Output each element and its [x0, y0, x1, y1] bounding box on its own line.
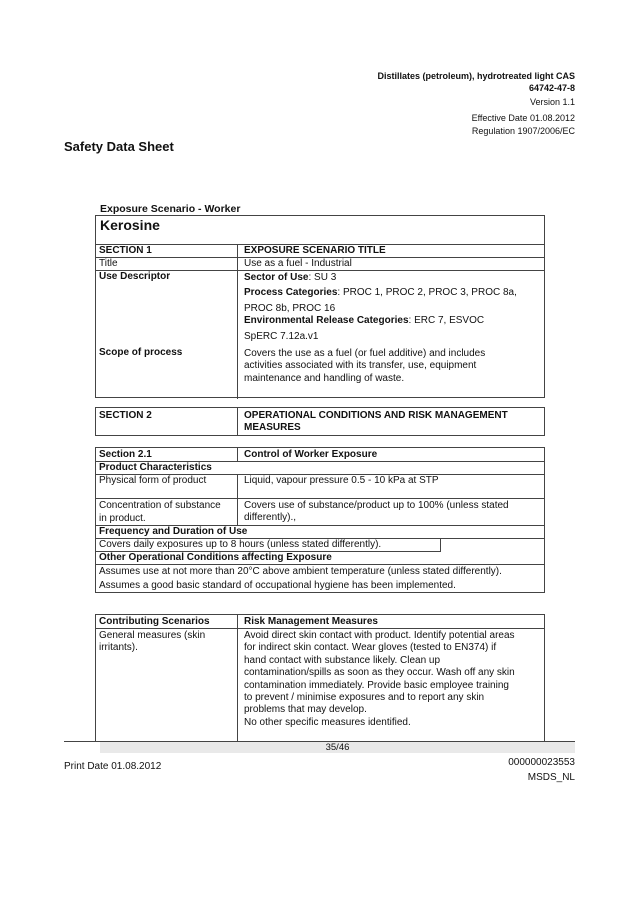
section-1-table: [95, 215, 545, 398]
cas-number: 64742-47-8: [528, 83, 575, 93]
version: Version 1.1: [529, 97, 575, 107]
scope-row: [96, 347, 544, 399]
product-title: Kerosine: [100, 217, 160, 233]
section-2-1-title: Control of Worker Exposure: [244, 449, 378, 460]
risk-management-text: Avoid direct skin contact with product. Identify potential areas for indirect skin contact. Wear gloves (tested to EN374) if hand contact with substance likely. Clean up contamination/spills as soon as they occur. Wash off any skin contamination immediately. Provide basic employee training to prevent / minimise exposures and to report any skin problems that may develop. No other specific measures identified.: [244, 630, 515, 728]
product-characteristics-row: [96, 462, 544, 475]
page-number-bar: [100, 741, 575, 753]
section-2-title: OPERATIONAL CONDITIONS AND RISK MANAGEMENT MEASURES: [244, 410, 508, 434]
contributing-header-row: [96, 615, 544, 629]
product-characteristics-label: Product Characteristics: [99, 462, 212, 473]
document-number: 000000023553: [508, 757, 575, 768]
use-descriptor-row: [96, 271, 544, 347]
product-name-line1: Distillates (petroleum), hydrotreated light CAS: [377, 71, 575, 81]
use-descriptor-label: Use Descriptor: [99, 271, 171, 282]
effective-date: Effective Date 01.08.2012: [471, 113, 575, 123]
title-row: [96, 258, 544, 271]
frequency-value: Covers daily exposures up to 8 hours (unless stated differently).: [99, 539, 382, 550]
other-conditions-value: Assumes use at not more than 20°C above ambient temperature (unless stated differently). Assumes a good basic standard of occupational hygiene has been implemented.: [99, 566, 502, 592]
scope-label: Scope of process: [99, 347, 183, 358]
concentration-label: Concentration of substance in product.: [99, 500, 221, 524]
page-title: Safety Data Sheet: [64, 139, 174, 154]
other-conditions-label: Other Operational Conditions affecting Exposure: [99, 552, 332, 563]
section-2-1-label: Section 2.1: [99, 449, 152, 460]
print-date: Print Date 01.08.2012: [64, 761, 162, 772]
concentration-value: Covers use of substance/product up to 100% (unless stated differently).,: [244, 500, 509, 524]
title-label: Title: [99, 258, 118, 269]
section-2-1-table: [95, 447, 545, 593]
document-code: MSDS_NL: [527, 772, 575, 783]
physical-form-label: Physical form of product: [99, 475, 207, 486]
scope-value: Covers the use as a fuel (or fuel additive) and includes activities associated with its transfer, use, equipment maintenance and handling of waste.: [244, 348, 486, 384]
section-2-1-header: [96, 448, 544, 462]
section-title: EXPOSURE SCENARIO TITLE: [244, 245, 386, 256]
contributing-scenarios-table: [95, 614, 545, 741]
concentration-row: [96, 499, 544, 526]
section-2-label: SECTION 2: [99, 410, 152, 421]
physical-form-row: [96, 475, 544, 499]
frequency-label: Frequency and Duration of Use: [99, 526, 248, 537]
footer-divider: [64, 741, 575, 742]
risk-management-header: Risk Management Measures: [244, 616, 378, 627]
regulation: Regulation 1907/2006/EC: [471, 126, 575, 136]
other-conditions-row: [96, 552, 544, 565]
contributing-scenarios-header: Contributing Scenarios: [99, 616, 210, 627]
exposure-scenario-label: Exposure Scenario - Worker: [100, 203, 241, 215]
scenario-text: General measures (skin irritants).: [99, 630, 206, 653]
other-conditions-value-row: [96, 565, 544, 594]
section-2-table: [95, 407, 545, 436]
section-1-header-row: [96, 245, 544, 258]
section-label: SECTION 1: [99, 245, 152, 256]
use-descriptor-value: Sector of Use: SU 3 Process Categories: PROC 1, PROC 2, PROC 3, PROC 8a, PROC 8b, PROC 16 Environmental Release Categories: ERC 7, ESVOC SpERC 7.12a.v1: [244, 272, 517, 342]
page-number: 35/46: [325, 742, 350, 753]
frequency-value-row: [96, 539, 441, 552]
frequency-row: [96, 526, 544, 539]
title-value: Use as a fuel - Industrial: [244, 258, 352, 269]
physical-form-value: Liquid, vapour pressure 0.5 - 10 kPa at STP: [244, 475, 439, 486]
product-row: [96, 216, 544, 245]
